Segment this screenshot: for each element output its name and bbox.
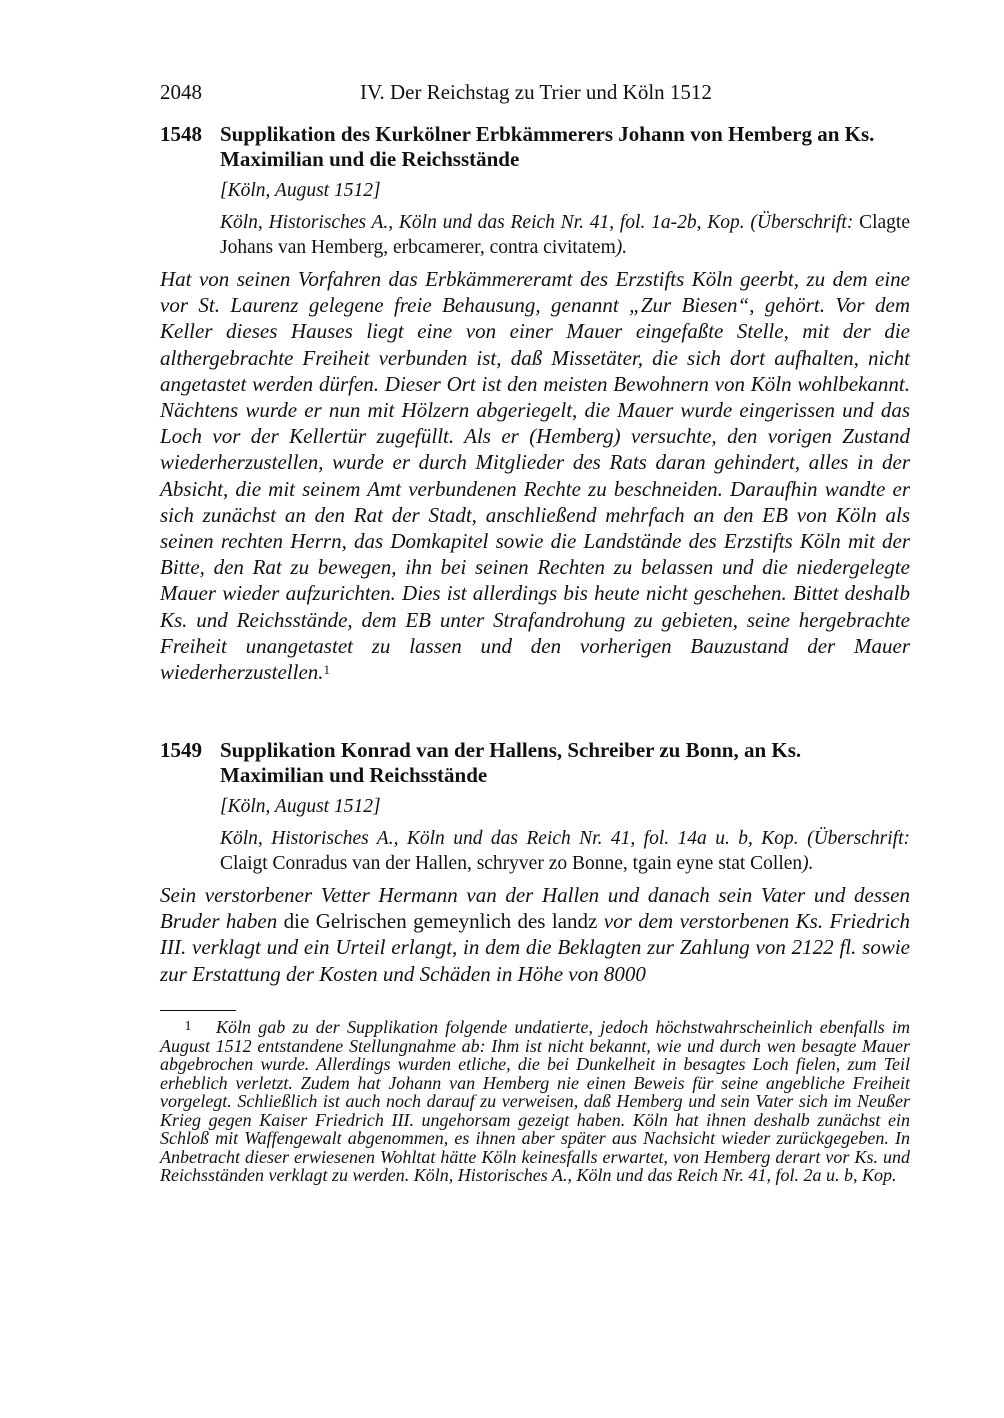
entry-date: [Köln, August 1512] bbox=[220, 796, 381, 817]
entry-number: 1549 bbox=[160, 738, 202, 762]
page-number: 2048 bbox=[160, 80, 202, 104]
entry-source: Köln, Historisches A., Köln und das Reich Nr. 41, fol. 1a-2b, Kop. (Überschrift: Clagte Johans van Hemberg, erbcamerer, contra civitatem). bbox=[220, 212, 910, 258]
entry-date: [Köln, August 1512] bbox=[220, 180, 381, 201]
entry-body: Sein verstorbener Vetter Hermann van der Hallen und danach sein Vater und dessen Bruder haben die Gelrischen gemeynlich des landz vor dem verstorbenen Ks. Friedrich III. verklagt und ein Urteil erlangt, in dem die Beklagten zur Zahlung von 2122 fl. sowie zur Erstattung der Kosten und Schäden in Höhe von 8000 bbox=[160, 883, 910, 986]
entry-title: Supplikation des Kurkölner Erbkämmerers Johann von Hemberg an Ks. Maximilian und die Reichsstände bbox=[220, 122, 875, 171]
source-quote: Clagte Johans van Hemberg, erbcamerer, contra civitatem bbox=[220, 212, 910, 258]
entry-1548 bbox=[160, 122, 910, 685]
entry-number: 1548 bbox=[160, 122, 202, 146]
footnote-number: 1 bbox=[184, 1019, 192, 1034]
source-quote: Claigt Conradus van der Hallen, schryver zo Bonne, tgain eyne stat Collen bbox=[220, 853, 803, 874]
footnote-text: Köln gab zu der Supplikation folgende undatierte, jedoch höchstwahrscheinlich ebenfalls im August 1512 entstandene Stellungnahme ab: Ihm ist nicht bekannt, wie und durch wen besagte Mauer abgebrochen wurde. Allerdings wurden etliche, die bei Dunkelheit in besagtes Loch fielen, zum Teil erheblich verletzt. Zudem hat Johann van Hemberg nie einen Beweis für seine angebliche Freiheit vorgelegt. Schließlich ist auch noch darauf zu verweisen, daß Hemberg und sein Vater sich im Neußer Krieg gegen Kaiser Friedrich III. ungehorsam gezeigt haben. Köln hat ihnen deshalb zunächst ein Schloß mit Waffengewalt abgenommen, es ihnen aber später aus Nachsicht wieder zurückgegeben. In Anbetracht dieser erwiesenen Wohltat hätte Köln keinesfalls erwartet, von Hemberg derart vor Ks. und Reichsständen verklagt zu werden. Köln, Historisches A., Köln und das Reich Nr. 41, fol. 2a u. b, Kop. bbox=[160, 1017, 910, 1185]
entry-body: Hat von seinen Vorfahren das Erbkämmereramt des Erzstifts Köln geerbt, zu dem eine vor St. Laurenz gelegene freie Behausung, genannt „Zur Biesen“, gehört. Vor dem Keller dieses Hauses liegt eine von einer Mauer eingefaßte Stelle, mit der die althergebrachte Freiheit verbunden ist, daß Missetäter, die sich dort aufhalten, nicht angetastet werden dürfen. Dieser Ort ist den meisten Bewohnern von Köln wohlbekannt. Nächtens wurde er nun mit Hölzern abgeriegelt, die Mauer wurde eingerissen und das Loch vor der Kellertür zugefüllt. Als er (Hemberg) versuchte, den vorigen Zustand wiederherzustellen, wurde er durch Mitglieder des Rats daran gehindert, alles in der Absicht, die mit seinem Amt verbundenen Rechte zu beschneiden. Daraufhin wandte er sich zunächst an den Rat der Stadt, anschließend mehrfach an den EB von Köln als seinen rechten Herrn, das Domkapitel sowie die Landstände des Erzstifts Köln mit der Bitte, den Rat zu bewegen, ihn bei seinen Rechten zu belassen und die niedergelegte Mauer wieder aufzurichten. Dies ist allerdings bis heute nicht geschehen. Bittet deshalb Ks. und Reichsstände, dem EB unter Strafandrohung zu gebieten, seine hergebrachte Freiheit unangetastet zu lassen und den vorherigen Bauzustand der Mauer wiederherzustellen.$^1$ bbox=[160, 267, 910, 685]
entry-heading bbox=[160, 122, 910, 172]
running-title: IV. Der Reichstag zu Trier und Köln 1512 bbox=[360, 80, 712, 104]
body-quote: die Gelrischen gemeynlich des landz bbox=[283, 909, 598, 934]
footnote bbox=[160, 1018, 910, 1185]
entry-heading bbox=[160, 738, 910, 788]
footnote-separator bbox=[160, 1010, 236, 1011]
entry-source: Köln, Historisches A., Köln und das Reich Nr. 41, fol. 14a u. b, Kop. (Überschrift: Claigt Conradus van der Hallen, schryver zo Bonne, tgain eyne stat Collen). bbox=[220, 828, 910, 874]
entry-title: Supplikation Konrad van der Hallens, Schreiber zu Bonn, an Ks. Maximilian und Reichsstände bbox=[220, 738, 802, 787]
footnote-ref[interactable]: 1 bbox=[323, 662, 331, 678]
entry-1549 bbox=[160, 738, 910, 987]
